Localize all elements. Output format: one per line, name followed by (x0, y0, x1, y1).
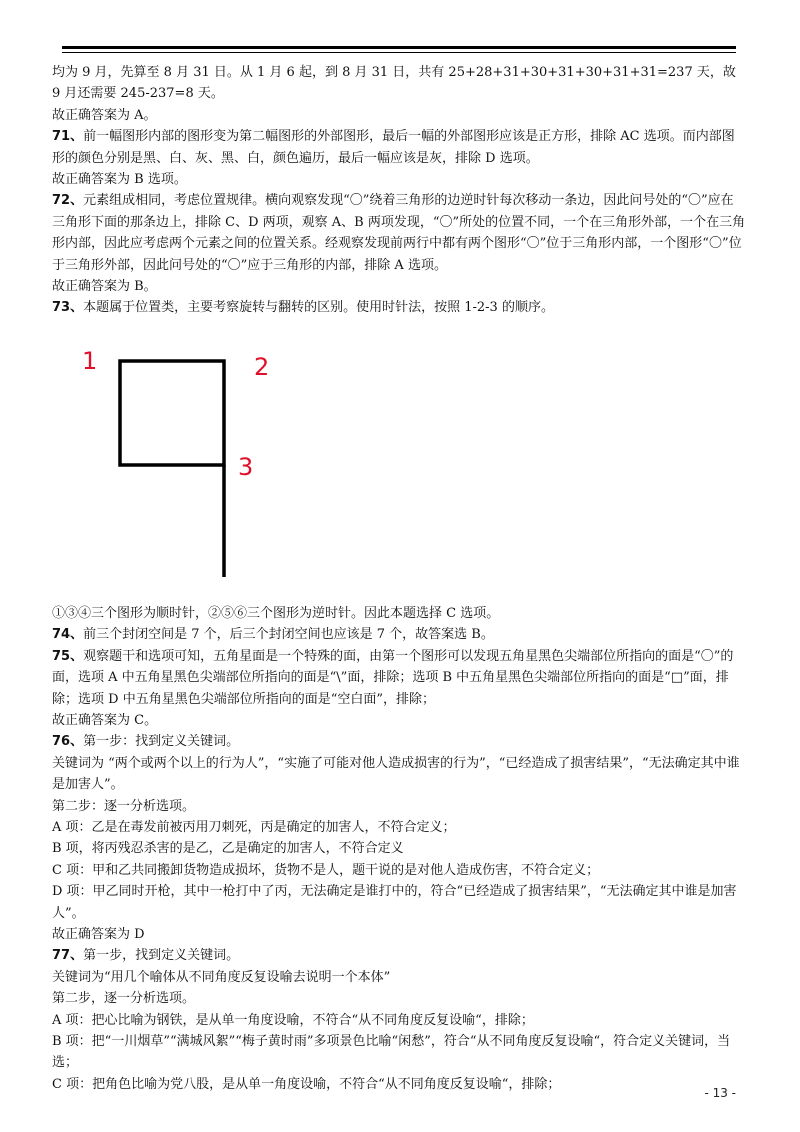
paragraph (52, 881, 746, 924)
paragraph (52, 860, 746, 881)
paragraph (52, 646, 746, 710)
paragraph-text: 第二步，逐一分析选项。 (52, 991, 196, 1007)
paragraph (52, 169, 746, 190)
paragraph-text: 第二步：逐一分析选项。 (52, 798, 196, 814)
paragraph (52, 924, 746, 945)
paragraph-text: 故正确答案为 B 选项。 (52, 172, 187, 188)
question-number: 77、 (52, 948, 84, 964)
paragraph-text: 故正确答案为 C。 (52, 712, 158, 728)
paragraph (52, 276, 746, 297)
paragraph (52, 105, 746, 126)
question-number: 72、 (52, 193, 84, 209)
paragraph-text: 均为 9 月，先算至 8 月 31 日。从 1 月 6 起，到 8 月 31 日，共有 25+28+31+30+31+30+31+31=237 天，故 9 月还需要 245-237=8 天。 (52, 65, 736, 102)
paragraph-text: A 项：把心比喻为钢铁，是从单一角度设喻，不符合“从不同角度反复设喻“，排除； (52, 1012, 534, 1028)
paragraph-text: 观察题干和选项可知，五角星面是一个特殊的面，由第一个图形可以发现五角星黑色尖端部位所指向的面是“〇”的面，选项 A 中五角星黑色尖端部位所指向的面是“\”面，排除；选项 B 中五角星黑色尖端部位所指向的面是“□”面，排除；选项 D 中五角星黑色尖端部位所指向的面是“空白面”，排除； (52, 648, 734, 707)
paragraph-text: A 项：乙是在毒发前被丙用刀刺死，丙是确定的加害人，不符合定义； (52, 819, 456, 835)
page-number: - 13 - (704, 1086, 736, 1100)
question-number: 74、 (52, 627, 84, 643)
paragraph-text: B 项，将丙残忍杀害的是乙，乙是确定的加害人，不符合定义 (52, 841, 404, 857)
paragraph-text: 故正确答案为 B。 (52, 279, 157, 295)
text-block-top (52, 62, 746, 319)
paragraph-text: 前三个封闭空间是 7 个，后三个封闭空间也应该是 7 个，故答案选 B。 (83, 627, 494, 643)
paragraph (52, 753, 746, 796)
paragraph-text: 第一步，找到定义关键词。 (83, 948, 240, 964)
paragraph-text: ①③④三个图形为顺时针，②⑤⑥三个图形为逆时针。因此本题选择 C 选项。 (52, 605, 500, 621)
paragraph (52, 624, 746, 645)
label-1: 1 (82, 346, 98, 375)
paragraph-text: 前一幅图形内部的图形变为第二幅图形的外部图形，最后一幅的外部图形应该是正方形，排除 AC 选项。而内部图形的颜色分别是黑、白、灰、黑、白，颜色遍历，最后一幅应该是灰，排除 D 选项。 (52, 129, 735, 166)
paragraph (52, 731, 746, 752)
paragraph (52, 126, 746, 169)
question-number: 76、 (52, 734, 84, 750)
paragraph (52, 1074, 746, 1095)
question-number: 75、 (52, 648, 84, 664)
paragraph (52, 838, 746, 859)
question-number: 71、 (52, 129, 84, 145)
paragraph (52, 62, 746, 105)
label-2: 2 (254, 352, 270, 381)
paragraph (52, 710, 746, 731)
paragraph-text: 关键词为 “两个或两个以上的行为人”，“实施了可能对他人造成损害的行为”，“已经造成了损害结果”，“无法确定其中谁是加害人”。 (52, 755, 740, 793)
paragraph-text: 元素组成相同，考虑位置规律。横向观察发现“〇”绕着三角形的边逆时针每次移动一条边，因此问号处的“〇”应在三角形下面的那条边上，排除 C、D 两项，观察 A、B 两项发现，“〇”所处的位置不同，一个在三角形外部，一个在三角形内部，因此应考虑两个元素之间的位置关系。经观察发现前两行中都有两个图形“〇”位于三角形内部，一个图形“〇”位于三角形外部，因此问号处的“〇”应于三角形的内部，排除 A 选项。 (52, 193, 746, 273)
paragraph (52, 1031, 746, 1074)
paragraph-text: C 项：把角色比喻为党八股，是从单一角度设喻，不符合“从不同角度反复设喻“，排除； (52, 1076, 561, 1092)
question-number: 73、 (52, 300, 84, 316)
document-body (52, 62, 746, 1095)
rotation-figure (52, 337, 746, 599)
header-rule-thick (62, 46, 736, 49)
paragraph-text: 第一步：找到定义关键词。 (83, 734, 240, 750)
paragraph (52, 817, 746, 838)
paragraph-text: 本题属于位置类，主要考察旋转与翻转的区别。使用时针法，按照 1-2-3 的顺序。 (83, 300, 554, 316)
paragraph (52, 967, 746, 988)
paragraph-text: 关键词为“用几个喻体从不同角度反复设喻去说明一个本体” (52, 969, 391, 985)
paragraph (52, 945, 746, 966)
paragraph-text: C 项：甲和乙共同搬卸货物造成损坏，货物不是人，题干说的是对他人造成伤害，不符合定义； (52, 862, 600, 878)
text-block-bottom (52, 603, 746, 1095)
paragraph (52, 603, 746, 624)
paragraph (52, 1010, 746, 1031)
paragraph-text: D 项：甲乙同时开枪，其中一枪打中了丙，无法确定是谁打中的，符合“已经造成了损害结果”，“无法确定其中谁是加害人”。 (52, 884, 737, 921)
label-3: 3 (238, 452, 254, 481)
paragraph-text: 故正确答案为 D (52, 926, 145, 942)
paragraph (52, 297, 746, 318)
header-rule-thin (62, 52, 736, 53)
paragraph-text: 故正确答案为 A。 (52, 107, 157, 123)
flag-diagram (52, 337, 312, 599)
paragraph-text: B 项：把“一川烟草”“满城风絮”“梅子黄时雨”多项景色比喻“闲愁”，符合“从不同角度反复设喻“，符合定义关键词，当选； (52, 1034, 731, 1071)
paragraph (52, 796, 746, 817)
paragraph (52, 988, 746, 1009)
paragraph (52, 190, 746, 276)
square-shape (120, 361, 224, 465)
